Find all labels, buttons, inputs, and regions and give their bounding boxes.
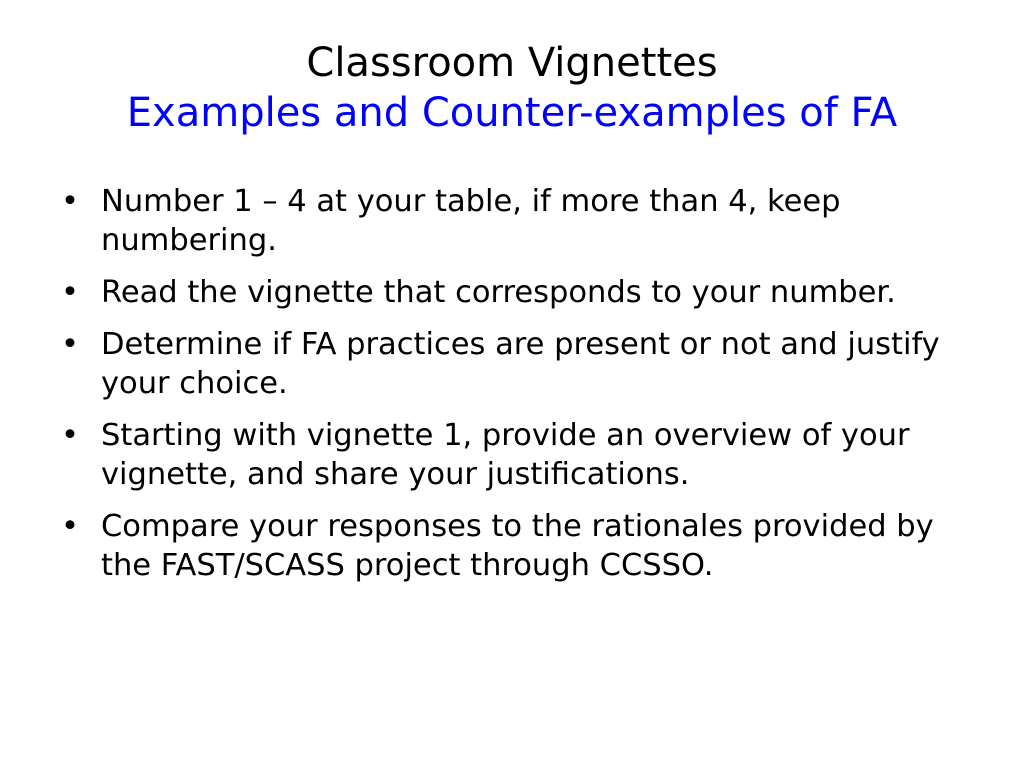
slide-title: Classroom Vignettes (306, 40, 718, 86)
bullet-icon: • (61, 275, 79, 310)
bullet-text: Read the vignette that corresponds to your number. (101, 275, 896, 310)
bullet-icon: • (61, 509, 79, 544)
bullet-item (58, 416, 978, 494)
title-block (40, 38, 984, 138)
bullet-text: Determine if FA practices are present or not and justify your choice. (101, 327, 940, 401)
slide-subtitle: Examples and Counter-examples of FA (126, 90, 898, 136)
bullet-list (58, 182, 978, 598)
bullet-icon: • (61, 418, 79, 453)
bullet-text: Compare your responses to the rationales provided by the FAST/SCASS project through CCSSO. (101, 509, 934, 583)
bullet-icon: • (61, 327, 79, 362)
bullet-item (58, 325, 978, 403)
bullet-text: Number 1 – 4 at your table, if more than 4, keep numbering. (101, 184, 841, 258)
bullet-icon: • (61, 184, 79, 219)
bullet-item (58, 273, 978, 312)
bullet-item (58, 182, 978, 260)
bullet-item (58, 507, 978, 585)
bullet-text: Starting with vignette 1, provide an overview of your vignette, and share your justifications. (101, 418, 910, 492)
